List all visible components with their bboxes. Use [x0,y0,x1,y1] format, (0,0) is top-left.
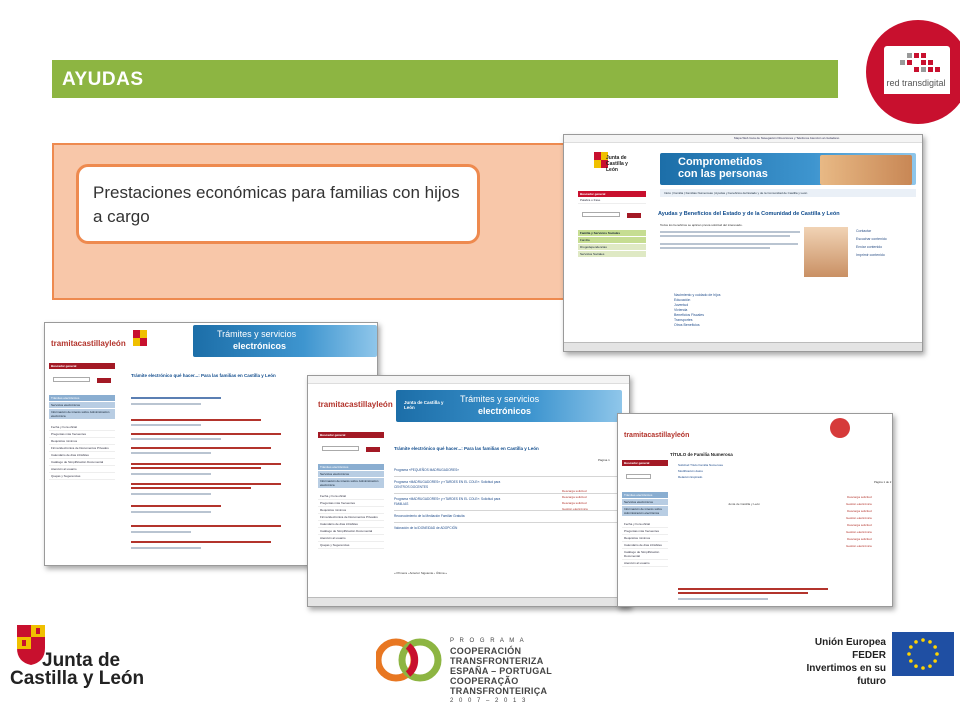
jcyl-footer-line-1: Junta de [42,650,121,671]
tramita-brand: tramitacastillayleón [318,400,393,409]
sidebar-item[interactable]: Preguntas más frecuentes [622,528,668,535]
page-title: Trámite electrónico qué hacer...: Para las familias en Castilla y León [131,373,276,378]
procedure-item[interactable]: Programa «MADRUGADORES» y «TARDES EN EL COLE»: Solicitud para CENTROS DOCENTES [394,480,501,489]
list-item[interactable]: Vivienda [674,308,688,312]
poctep-text-block [450,636,600,706]
sidebar-item[interactable]: Requisitos mínimos [318,507,384,514]
eu-line-2: FEDER [852,650,886,661]
form-item[interactable]: Solicitud Título Familia Numerosa [678,463,723,467]
sidebar-item[interactable]: Catálogo de Simplificación Documental [622,549,668,560]
sidebar-item[interactable]: Quejas y Sugerencias [49,473,115,480]
eu-star [909,659,913,663]
sidebar-item[interactable]: Servicios electrónicos [318,471,384,478]
eu-star [909,645,913,649]
eu-flag-icon [892,632,954,676]
tramita-brand: tramitacastillayleón [624,432,690,439]
eu-star [928,664,932,668]
download-link[interactable]: Descarga solicitud [562,495,587,499]
sidebar-item[interactable]: Firma Electrónica de Documentos Privados [49,445,115,452]
top-navigation-links[interactable]: Mapa Web Guía de Navegación Direcciones y Teléfonos Atención al ciudadano [734,136,840,140]
jcyl-label: Junta de Castilla y León [404,400,444,410]
banner-family-photo [820,155,912,185]
jcyl-footer-line-2: Castilla y León [10,668,145,689]
download-link[interactable]: Descarga solicitud [562,489,587,493]
banner-tramites [193,325,377,357]
download-link[interactable]: Descarga solicitud [847,495,872,499]
screenshot-tramita-2 [307,375,630,607]
sidebar [49,363,115,480]
search-input[interactable] [582,212,620,217]
tramita-brand: tramitacastillayleón [51,339,126,348]
benefits-list [674,293,794,328]
browser-status-bar [564,342,922,351]
sidebar-item-familia-servicios[interactable]: Familia y Servicios Sociales [578,230,646,237]
poctep-line-2: COOPERACIÓN TRANSFRONTERIZA [450,646,544,666]
search-header: Buscador general [622,460,668,466]
poctep-logo-icon [376,634,442,686]
poctep-line-1: P R O G R A M A [450,638,526,644]
sidebar-item[interactable]: Servicios electrónicos [622,499,668,506]
search-field-label: Palabra o frase [578,197,646,204]
slide-title: AYUDAS [62,69,144,90]
red-transdigital-logo [866,20,960,126]
eu-star [914,664,918,668]
e-management-link[interactable]: Gestión electrónica [846,516,872,520]
eu-star [921,666,925,670]
banner-comprometidos [660,153,916,185]
sidebar-item[interactable]: Preguntas más frecuentes [318,500,384,507]
banner-line-2: con las personas [678,168,768,180]
sidebar-item[interactable]: Quejas y Sugerencias [318,542,384,549]
page-indicator: Página 1 [598,458,610,462]
sidebar-item[interactable]: Servicios electrónicos [49,402,115,409]
banner-line-1: Trámites y servicios [217,329,297,339]
sidebar-item[interactable]: Requisitos mínimos [49,438,115,445]
jcyl-logo-icon [129,329,151,357]
list-item[interactable]: Nacimiento y cuidado de hijos [674,293,721,297]
sidebar-item[interactable]: Preguntas más frecuentes [49,431,115,438]
banner-line-1: Trámites y servicios [460,394,540,404]
banner-line-1: Comprometidos [678,156,763,168]
form-item[interactable]: Modificación datos [678,469,703,473]
search-button[interactable] [97,378,111,383]
banner-line-2: electrónicos [233,341,287,351]
sidebar [622,460,668,567]
search-input[interactable] [626,474,651,479]
download-link[interactable]: Descarga solicitud [847,509,872,513]
pager[interactable]: « Primera ‹ Anterior Siguiente › Última » [394,571,448,575]
poctep-line-3: ESPAÑA – PORTUGAL [450,666,553,676]
sidebar-item[interactable]: Información de interés sobre Administración electrónica [318,478,384,489]
eu-star [907,652,911,656]
link-imprimir[interactable]: Imprimir contenido [856,253,885,257]
sidebar [318,432,384,549]
decorative-circle [830,418,850,438]
sidebar-item-servicios-sociales[interactable]: Servicios Sociales [578,251,646,258]
sidebar-item[interactable]: Calendario de días inhábiles [622,542,668,549]
search-input[interactable] [322,446,359,451]
callout-box [76,164,480,244]
procedure-item[interactable]: Programa «MADRUGADORES» y «TARDES EN EL COLE»: Solicitud para FAMILIAS [394,497,501,506]
slide-header-bar [52,60,838,98]
right-actions [846,494,872,550]
e-management-link[interactable]: Gestión electrónica [846,502,872,506]
sidebar-item[interactable]: Atención al usuario [622,560,668,567]
organization-label: Junta de Castilla y León [728,502,761,506]
sidebar [578,191,646,258]
procedure-item[interactable]: Programa «PEQUEÑOS MADRUGADORES» [394,468,460,472]
eu-star [933,659,937,663]
breadcrumb-bar [660,189,916,197]
sidebar-item-familia[interactable]: Familia [578,237,646,244]
search-header: Buscador general [578,191,646,197]
download-link[interactable]: Descarga solicitud [847,537,872,541]
sidebar-item[interactable]: Catálogo de Simplificación Documental [49,459,115,466]
e-management-link[interactable]: Gestión electrónica [562,507,588,511]
form-title: TÍTULO de Familia Numerosa [670,452,733,457]
sidebar-item[interactable]: Trámites electrónicos [49,395,115,402]
link-contactar[interactable]: Contactar [856,229,872,233]
search-header: Buscador general [49,363,115,369]
intro-text: Todos los beneficios se aplican previa solicitud del interesado. [660,223,743,227]
eu-star [928,640,932,644]
page-title: Ayudas y Beneficios del Estado y de la Comunidad de Castilla y León [658,211,840,217]
sidebar-item[interactable]: Fecha y hora oficial [49,424,115,431]
e-management-link[interactable]: Gestión electrónica [846,530,872,534]
eu-text-block [806,636,886,688]
e-management-link[interactable]: Gestión electrónica [846,544,872,548]
sidebar-item[interactable]: Calendario de días inhábiles [49,452,115,459]
jcyl-label: Junta de Castilla y León [606,155,628,173]
sidebar-item[interactable]: Calendario de días inhábiles [318,521,384,528]
list-item[interactable]: Otros Beneficios [674,323,700,327]
form-item[interactable]: Relación Expirado [678,475,703,479]
sidebar-item[interactable]: Información de interés sobre Administración electrónica [622,506,668,517]
sidebar-item[interactable]: Trámites electrónicos [318,464,384,471]
top-navigation-bar [308,376,629,384]
list-item[interactable]: Educación [674,298,691,302]
eu-line-3: Invertimos en su futuro [806,663,886,687]
right-action-links [856,227,916,259]
screenshot-titulo-familia [617,413,893,607]
list-item[interactable]: Beneficios Fiscales [674,313,704,317]
search-input[interactable] [53,377,90,382]
eu-star [914,640,918,644]
eu-star [933,645,937,649]
search-button[interactable] [366,447,380,452]
link-escuchar[interactable]: Escuchar contenido [856,237,887,241]
banner-tramites [396,390,622,422]
search-button[interactable] [627,213,641,218]
sidebar-item[interactable]: Atención al usuario [49,466,115,473]
eu-star [921,638,925,642]
form-items [678,462,723,480]
red-transdigital-text: red transdigital [886,78,946,88]
breadcrumb[interactable]: Inicio | Familia | Familias Numerosas | Ayudas y beneficios del Estado y de la Comunidad de Castilla y León [664,191,808,195]
list-item[interactable]: Juventud [674,303,689,307]
eu-star [935,652,939,656]
page-title: Trámite electrónico qué hacer...: Para las familias en Castilla y León [394,446,539,451]
top-navigation-bar [564,135,922,143]
sidebar-item[interactable]: Atención al usuario [318,535,384,542]
sidebar-item[interactable]: Requisitos mínimos [622,535,668,542]
sidebar-item[interactable]: Trámites electrónicos [622,492,668,499]
sidebar-item[interactable]: Fecha y hora oficial [622,521,668,528]
procedure-item[interactable]: Valoración de la IDONEIDAD de ADOPCIÓN [394,526,458,530]
screenshot-jcyl-portal [563,134,923,352]
list-item[interactable]: Transportes [674,318,693,322]
download-link[interactable]: Descarga solicitud [562,501,587,505]
browser-status-bar [308,597,629,606]
banner-line-2: electrónicos [478,406,532,416]
search-header: Buscador general [318,432,384,438]
link-enviar[interactable]: Enviar contenido [856,245,883,249]
sidebar-item-drogodependencias[interactable]: Drogodependencias [578,244,646,251]
callout-text: Prestaciones económicas para familias con hijos a cargo [93,183,460,226]
sidebar-item[interactable]: Catálogo de Simplificación Documental [318,528,384,535]
poctep-line-5: 2 0 0 7 – 2 0 1 3 [450,698,528,704]
procedure-actions [562,488,588,512]
eu-line-1: Unión Europea [814,637,886,648]
sidebar-item[interactable]: Firma Electrónica de Documentos Privados [318,514,384,521]
poctep-line-4: COOPERAÇÃO TRANSFRONTEIRIÇA [450,676,548,696]
download-link[interactable]: Descarga solicitud [847,523,872,527]
content-photo [804,227,848,277]
sidebar-item[interactable]: Información de interés sobre Administración electrónica [49,409,115,420]
page-indicator: Página 1 de 2 [874,480,892,484]
procedure-item[interactable]: Reconocimiento de la Mediación Familiar Gratuita [394,514,465,518]
sidebar-item[interactable]: Fecha y hora oficial [318,493,384,500]
